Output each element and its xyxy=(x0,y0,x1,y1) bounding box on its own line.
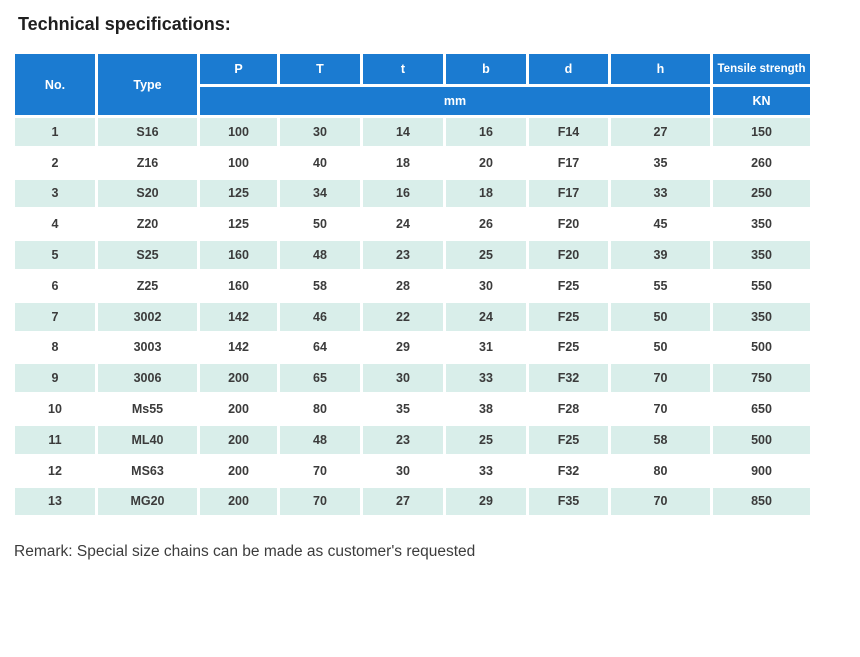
table-cell: 750 xyxy=(712,363,812,394)
table-cell: 200 xyxy=(199,455,279,486)
table-cell: Z25 xyxy=(97,270,199,301)
table-cell: 45 xyxy=(610,209,712,240)
spec-table-header xyxy=(14,53,812,117)
table-cell: 25 xyxy=(445,240,528,271)
table-cell: 11 xyxy=(14,424,97,455)
table-cell: 350 xyxy=(712,301,812,332)
remark-text: Remark: Special size chains can be made as customer's requested xyxy=(14,543,476,561)
table-cell: 14 xyxy=(362,117,445,148)
table-cell: F32 xyxy=(528,363,610,394)
table-row xyxy=(14,117,812,148)
table-cell: 150 xyxy=(712,117,812,148)
table-cell: S25 xyxy=(97,240,199,271)
table-cell: 33 xyxy=(445,363,528,394)
header-row-dims xyxy=(14,53,812,86)
table-cell: F32 xyxy=(528,455,610,486)
table-row xyxy=(14,363,812,394)
table-cell: 18 xyxy=(445,178,528,209)
table-cell: F20 xyxy=(528,209,610,240)
table-cell: 142 xyxy=(199,301,279,332)
table-cell: 70 xyxy=(279,455,362,486)
table-cell: 1 xyxy=(14,117,97,148)
table-row xyxy=(14,209,812,240)
table-cell: 350 xyxy=(712,240,812,271)
table-cell: F25 xyxy=(528,301,610,332)
table-cell: 33 xyxy=(610,178,712,209)
table-cell: 30 xyxy=(445,270,528,301)
table-cell: 48 xyxy=(279,424,362,455)
table-cell: 28 xyxy=(362,270,445,301)
col-header-p: P xyxy=(199,53,279,86)
table-cell: 46 xyxy=(279,301,362,332)
table-cell: 22 xyxy=(362,301,445,332)
table-cell: MG20 xyxy=(97,486,199,517)
table-cell: F14 xyxy=(528,117,610,148)
table-cell: 65 xyxy=(279,363,362,394)
table-cell: Z20 xyxy=(97,209,199,240)
table-row xyxy=(14,424,812,455)
table-cell: 29 xyxy=(445,486,528,517)
table-cell: 80 xyxy=(610,455,712,486)
table-cell: 250 xyxy=(712,178,812,209)
table-cell: 50 xyxy=(610,332,712,363)
table-cell: 16 xyxy=(362,178,445,209)
table-cell: 160 xyxy=(199,240,279,271)
table-cell: 50 xyxy=(279,209,362,240)
table-cell: 80 xyxy=(279,394,362,425)
table-cell: 27 xyxy=(610,117,712,148)
table-cell: 70 xyxy=(279,486,362,517)
table-cell: 260 xyxy=(712,147,812,178)
table-cell: 27 xyxy=(362,486,445,517)
table-cell: 20 xyxy=(445,147,528,178)
table-cell: Z16 xyxy=(97,147,199,178)
table-cell: 34 xyxy=(279,178,362,209)
table-cell: 33 xyxy=(445,455,528,486)
table-cell: 12 xyxy=(14,455,97,486)
table-row xyxy=(14,147,812,178)
table-cell: 35 xyxy=(610,147,712,178)
table-cell: 4 xyxy=(14,209,97,240)
unit-kn: KN xyxy=(712,86,812,117)
table-cell: 900 xyxy=(712,455,812,486)
table-cell: 350 xyxy=(712,209,812,240)
table-row xyxy=(14,455,812,486)
table-cell: 40 xyxy=(279,147,362,178)
table-cell: 3003 xyxy=(97,332,199,363)
table-cell: F28 xyxy=(528,394,610,425)
table-cell: 29 xyxy=(362,332,445,363)
table-cell: 2 xyxy=(14,147,97,178)
table-cell: 70 xyxy=(610,363,712,394)
table-cell: 7 xyxy=(14,301,97,332)
table-cell: F20 xyxy=(528,240,610,271)
table-cell: 200 xyxy=(199,363,279,394)
table-cell: 25 xyxy=(445,424,528,455)
table-cell: 500 xyxy=(712,332,812,363)
table-row xyxy=(14,270,812,301)
page-title: Technical specifications: xyxy=(18,14,231,34)
table-cell: F17 xyxy=(528,147,610,178)
table-cell: 48 xyxy=(279,240,362,271)
table-cell: 6 xyxy=(14,270,97,301)
table-cell: 58 xyxy=(279,270,362,301)
table-cell: 18 xyxy=(362,147,445,178)
table-cell: S16 xyxy=(97,117,199,148)
table-cell: 9 xyxy=(14,363,97,394)
col-header-tensile-strength: Tensile strength xyxy=(712,53,812,86)
table-row xyxy=(14,332,812,363)
table-cell: 26 xyxy=(445,209,528,240)
table-cell: 125 xyxy=(199,178,279,209)
col-header-type: Type xyxy=(97,53,199,117)
table-cell: 38 xyxy=(445,394,528,425)
table-row xyxy=(14,486,812,517)
table-cell: 10 xyxy=(14,394,97,425)
col-header-no: No. xyxy=(14,53,97,117)
table-cell: 650 xyxy=(712,394,812,425)
table-cell: F17 xyxy=(528,178,610,209)
table-cell: 5 xyxy=(14,240,97,271)
col-header-t: t xyxy=(362,53,445,86)
table-cell: 500 xyxy=(712,424,812,455)
table-cell: 30 xyxy=(362,363,445,394)
table-cell: 23 xyxy=(362,240,445,271)
table-cell: 64 xyxy=(279,332,362,363)
table-cell: 160 xyxy=(199,270,279,301)
table-cell: 850 xyxy=(712,486,812,517)
table-cell: 55 xyxy=(610,270,712,301)
col-header-T: T xyxy=(279,53,362,86)
table-cell: F35 xyxy=(528,486,610,517)
table-cell: 30 xyxy=(279,117,362,148)
table-cell: 3002 xyxy=(97,301,199,332)
col-header-d: d xyxy=(528,53,610,86)
table-cell: 142 xyxy=(199,332,279,363)
table-cell: 200 xyxy=(199,394,279,425)
table-cell: 125 xyxy=(199,209,279,240)
table-cell: 70 xyxy=(610,394,712,425)
table-row xyxy=(14,301,812,332)
table-cell: S20 xyxy=(97,178,199,209)
table-cell: 58 xyxy=(610,424,712,455)
table-cell: 30 xyxy=(362,455,445,486)
table-cell: 39 xyxy=(610,240,712,271)
table-cell: 550 xyxy=(712,270,812,301)
table-cell: 8 xyxy=(14,332,97,363)
col-header-h: h xyxy=(610,53,712,86)
table-cell: 31 xyxy=(445,332,528,363)
unit-mm: mm xyxy=(199,86,712,117)
table-cell: 3 xyxy=(14,178,97,209)
table-cell: Ms55 xyxy=(97,394,199,425)
table-cell: 200 xyxy=(199,486,279,517)
table-cell: MS63 xyxy=(97,455,199,486)
table-cell: 35 xyxy=(362,394,445,425)
table-row xyxy=(14,394,812,425)
table-cell: F25 xyxy=(528,424,610,455)
table-cell: ML40 xyxy=(97,424,199,455)
col-header-b: b xyxy=(445,53,528,86)
table-cell: 16 xyxy=(445,117,528,148)
table-cell: F25 xyxy=(528,270,610,301)
spec-table xyxy=(12,51,813,518)
table-cell: 200 xyxy=(199,424,279,455)
table-row xyxy=(14,240,812,271)
table-cell: 100 xyxy=(199,117,279,148)
table-cell: 3006 xyxy=(97,363,199,394)
spec-table-body xyxy=(14,117,812,517)
table-cell: 13 xyxy=(14,486,97,517)
table-cell: 100 xyxy=(199,147,279,178)
table-cell: 50 xyxy=(610,301,712,332)
table-row xyxy=(14,178,812,209)
table-cell: 23 xyxy=(362,424,445,455)
table-cell: 70 xyxy=(610,486,712,517)
table-cell: 24 xyxy=(362,209,445,240)
table-cell: 24 xyxy=(445,301,528,332)
table-cell: F25 xyxy=(528,332,610,363)
